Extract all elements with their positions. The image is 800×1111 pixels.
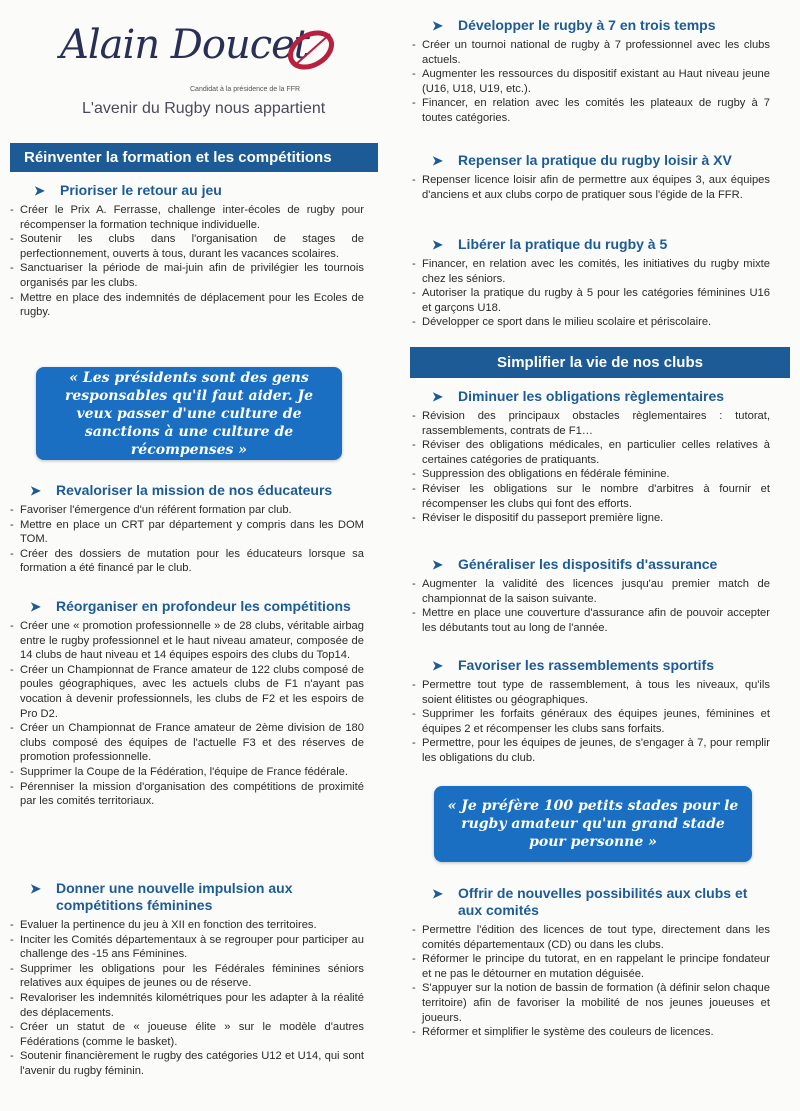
list-item: - Inciter les Comités départementaux à se regrouper pour participer au challenge des -15 ans Féminines. xyxy=(8,933,364,962)
list-item: - Réviser les obligations sur le nombre d'arbitres à fournir et récompenser les clubs qui font des efforts. xyxy=(410,482,770,511)
logo-subtitle: Candidat à la présidence de la FFR xyxy=(190,86,301,93)
band-formation-label: Réinventer la formation et les compétitions xyxy=(24,149,332,166)
list-item: - Augmenter la validité des licences jusqu'au premier match de championnat de la saison suivante. xyxy=(410,577,770,606)
section-title: ➤ Prioriser le retour au jeu xyxy=(34,182,222,198)
list-item: - Créer un Championnat de France amateur de 122 clubs composé de poules géographiques, avec les actuels clubs de F1 n'ayant pas vocation à devenir professionnels, les clubs de F2 et les espoirs de Pro D2. xyxy=(8,663,364,721)
section-rassemblements xyxy=(410,657,770,766)
list-item: - Créer une « promotion professionnelle » de 28 clubs, véritable airbag entre le rugby professionnel et le haut niveau amateur, composée de 14 clubs de haut niveau et 14 équipes espoirs des clubs du Top14. xyxy=(8,619,364,663)
list-item: - Suppression des obligations en fédérale féminine. xyxy=(410,467,770,482)
band-clubs-label: Simplifier la vie de nos clubs xyxy=(497,354,703,371)
list-item: - Mettre en place une couverture d'assurance afin de pouvoir accepter les débutants tout au long de l'année. xyxy=(410,606,770,635)
list-item: - Créer des dossiers de mutation pour les éducateurs lorsque sa formation a été financé par le club. xyxy=(8,547,364,576)
arrow-icon: ➤ xyxy=(30,599,41,614)
section-title: ➤ Diminuer les obligations règlementaires xyxy=(432,388,725,404)
item-list xyxy=(410,923,770,1040)
quote-text: « Je préfère 100 petits stades pour le rugby amateur qu'un grand stade pour personne » xyxy=(447,798,739,850)
arrow-icon: ➤ xyxy=(30,483,41,498)
section-loisir xyxy=(410,152,770,202)
item-list xyxy=(410,577,770,635)
list-item: - Autoriser la pratique du rugby à 5 pour les catégories féminines U16 et garçons U18. xyxy=(410,286,770,315)
item-list xyxy=(410,38,770,126)
list-item: - Permettre l'édition des licences de tout type, directement dans les comités départementaux (CD) ou dans les clubs. xyxy=(410,923,770,952)
section-retour-jeu xyxy=(8,182,364,320)
list-item: - Mettre en place des indemnités de déplacement pour les Ecoles de rugby. xyxy=(8,291,364,320)
section-title: ➤ Développer le rugby à 7 en trois temps xyxy=(432,17,716,33)
list-item: - Permettre tout type de rassemblement, à tous les niveaux, qu'ils soient élitistes ou géographiques. xyxy=(410,678,770,707)
list-item: - Créer un tournoi national de rugby à 7 professionnel avec les clubs actuels. xyxy=(410,38,770,67)
section-title: ➤ Libérer la pratique du rugby à 5 xyxy=(432,236,668,252)
item-list xyxy=(8,619,364,809)
item-list xyxy=(410,409,770,526)
list-item: - Révision des principaux obstacles règlementaires : tutorat, rassemblements, contrats de F1… xyxy=(410,409,770,438)
arrow-icon: ➤ xyxy=(432,886,443,901)
list-item: - Sanctuariser la période de mai-juin afin de privilégier les tournois organisés par les clubs. xyxy=(8,261,364,290)
section-rugby7 xyxy=(410,17,770,126)
list-item: - Evaluer la pertinence du jeu à XII en fonction des territoires. xyxy=(8,918,364,933)
arrow-icon: ➤ xyxy=(432,389,443,404)
section-competitions xyxy=(8,598,364,809)
list-item: - Revaloriser les indemnités kilométriques pour les adapter à la réalité des déplacements. xyxy=(8,991,364,1020)
rugby-ball-icon xyxy=(282,30,340,70)
section-possibilites xyxy=(410,885,770,1040)
section-title: ➤ Généraliser les dispositifs d'assurance xyxy=(432,556,718,572)
section-rugby5 xyxy=(410,236,770,330)
list-item: - Développer ce sport dans le milieu scolaire et périscolaire. xyxy=(410,315,770,330)
list-item: - Supprimer les obligations pour les Fédérales féminines séniors relatives aux équipes de jeunes ou de réserve. xyxy=(8,962,364,991)
arrow-icon: ➤ xyxy=(30,881,41,896)
section-title: ➤ Donner une nouvelle impulsion aux compétitions féminines xyxy=(30,880,293,913)
item-list xyxy=(410,257,770,330)
list-item: - Financer, en relation avec les comités, les initiatives du rugby mixte chez les séniors. xyxy=(410,257,770,286)
band-formation xyxy=(10,143,378,172)
arrow-icon: ➤ xyxy=(432,557,443,572)
list-item: - Supprimer la Coupe de la Fédération, l'équipe de France fédérale. xyxy=(8,765,364,780)
logo-name: Alain Doucet xyxy=(60,22,309,68)
section-feminines xyxy=(8,880,364,1079)
item-list xyxy=(410,678,770,766)
list-item: - Augmenter les ressources du dispositif existant au Haut niveau jeune (U16, U18, U19, etc.). xyxy=(410,67,770,96)
list-item: - Réviser le dispositif du passeport première ligne. xyxy=(410,511,770,526)
section-title: ➤ Offrir de nouvelles possibilités aux clubs et aux comités xyxy=(432,885,748,918)
arrow-icon: ➤ xyxy=(432,237,443,252)
list-item: - Soutenir financièrement le rugby des catégories U12 et U14, qui sont l'avenir du rugby féminin. xyxy=(8,1049,364,1078)
tagline: L'avenir du Rugby nous appartient xyxy=(82,100,326,117)
list-item: - Réformer et simplifier le système des couleurs de licences. xyxy=(410,1025,770,1040)
item-list xyxy=(8,503,364,576)
arrow-icon: ➤ xyxy=(432,658,443,673)
arrow-icon: ➤ xyxy=(432,18,443,33)
item-list xyxy=(8,918,364,1079)
section-reglementaires xyxy=(410,388,770,526)
list-item: - Favoriser l'émergence d'un référent formation par club. xyxy=(8,503,364,518)
section-title: ➤ Réorganiser en profondeur les compétitions xyxy=(30,598,351,614)
section-title: ➤ Repenser la pratique du rugby loisir à XV xyxy=(432,152,732,168)
quote-presidents xyxy=(36,367,342,460)
section-educateurs xyxy=(8,482,364,576)
list-item: - Permettre, pour les équipes de jeunes, de s'engager à 7, pour remplir les obligations du club. xyxy=(410,736,770,765)
item-list xyxy=(410,173,770,202)
list-item: - S'appuyer sur la notion de bassin de formation (à définir selon chaque territoire) afin de favoriser la mobilité de nos jeunes joueuses et joueurs. xyxy=(410,981,770,1025)
list-item: - Créer un statut de « joueuse élite » sur le modèle d'autres Fédérations (comme le basket). xyxy=(8,1020,364,1049)
logo xyxy=(60,22,360,122)
quote-stades xyxy=(434,786,752,862)
list-item: - Soutenir les clubs dans l'organisation de stages de perfectionnement, ouverts à tous, durant les vacances scolaires. xyxy=(8,232,364,261)
list-item: - Réformer le principe du tutorat, en en rappelant le principe fondateur et ne pas le détourner en mutation déguisée. xyxy=(410,952,770,981)
list-item: - Supprimer les forfaits généraux des équipes jeunes, féminines et équipes 2 et récompenser les clubs sans forfaits. xyxy=(410,707,770,736)
item-list xyxy=(8,203,364,320)
list-item: - Réviser des obligations médicales, en particulier celles relatives à certaines catégories de pratiquants. xyxy=(410,438,770,467)
section-title: ➤ Favoriser les rassemblements sportifs xyxy=(432,657,715,673)
arrow-icon: ➤ xyxy=(432,153,443,168)
list-item: - Repenser licence loisir afin de permettre aux équipes 3, aux équipes d'anciens et aux clubs corpo de pratiquer sous l'égide de la FFR. xyxy=(410,173,770,202)
list-item: - Créer un Championnat de France amateur de 2ème division de 180 clubs composé des équipes de l'actuelle F3 et des réserves de promotion professionnelle. xyxy=(8,721,364,765)
list-item: - Financer, en relation avec les comités les plateaux de rugby à 7 toutes catégories. xyxy=(410,96,770,125)
list-item: - Pérenniser la mission d'organisation des compétitions de proximité par les comités territoriaux. xyxy=(8,780,364,809)
quote-text: « Les présidents sont des gens responsables qu'il faut aider. Je veux passer d'une culture de sanctions à une culture de récompenses » xyxy=(64,369,314,458)
section-assurance xyxy=(410,556,770,635)
list-item: - Mettre en place un CRT par département y compris dans les DOM TOM. xyxy=(8,518,364,547)
list-item: - Créer le Prix A. Ferrasse, challenge inter-écoles de rugby pour récompenser la formation technique individuelle. xyxy=(8,203,364,232)
band-clubs xyxy=(410,347,790,378)
arrow-icon: ➤ xyxy=(34,183,45,198)
section-title: ➤ Revaloriser la mission de nos éducateurs xyxy=(30,482,333,498)
